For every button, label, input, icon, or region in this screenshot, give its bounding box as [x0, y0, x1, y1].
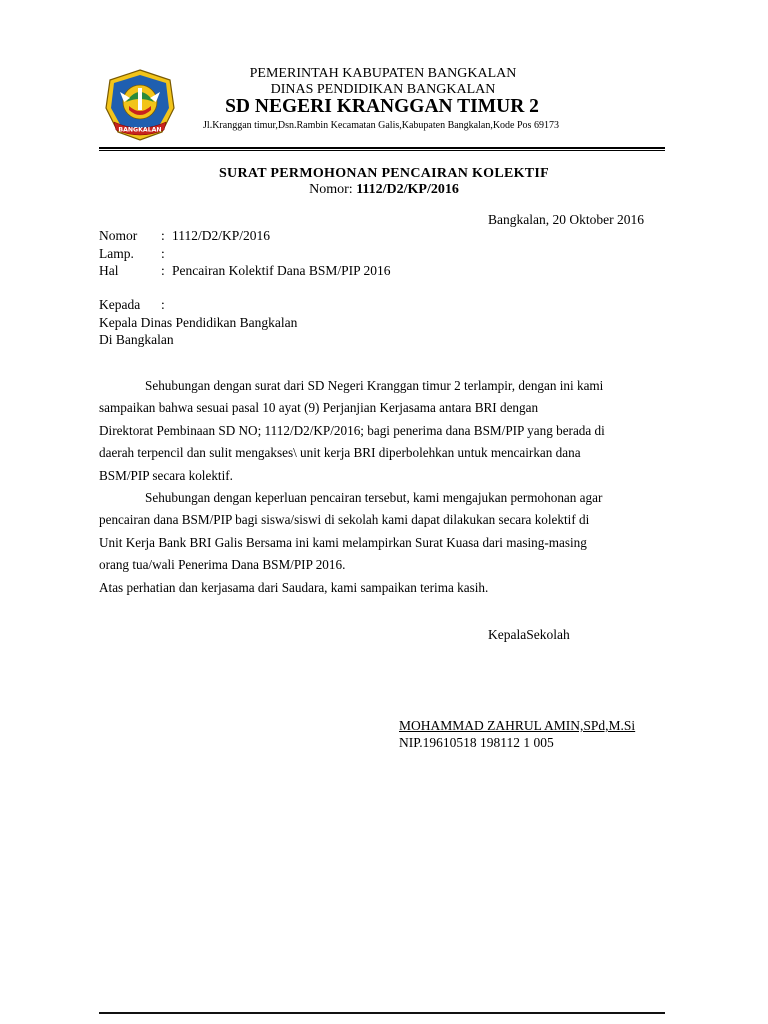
letter-title: SURAT PERMOHONAN PENCAIRAN KOLEKTIF: [218, 166, 550, 181]
paragraph-line: Unit Kerja Bank BRI Galis Bersama ini kami melampirkan Surat Kuasa dari masing-masing: [99, 534, 587, 550]
meta-label-nomor: Nomor: [99, 228, 138, 243]
kop-line-2: DINAS PENDIDIKAN BANGKALAN: [270, 82, 496, 97]
meta-value-nomor: 1112/D2/KP/2016: [172, 228, 271, 243]
kop-line-1: PEMERINTAH KABUPATEN BANGKALAN: [249, 66, 517, 81]
recipient-line-2: Di Bangkalan: [99, 332, 174, 347]
paragraph-line: orang tua/wali Penerima Dana BSM/PIP 2016.: [99, 557, 346, 573]
school-name: SD NEGERI KRANGGAN TIMUR 2: [225, 96, 539, 117]
paragraph-line: pencairan dana BSM/PIP bagi siswa/siswi di sekolah kami dapat dilakukan secara kolektif di: [99, 512, 590, 528]
paragraph-line: BSM/PIP secara kolektif.: [99, 467, 233, 483]
meta-label-hal: Hal: [99, 263, 119, 278]
paragraph-line: Direktorat Pembinaan SD NO; 1112/D2/KP/2016; bagi penerima dana BSM/PIP yang berada di: [99, 422, 605, 438]
body-paragraph-2: [99, 487, 679, 599]
paragraph-line: Sehubungan dengan surat dari SD Negeri Kranggan timur 2 terlampir, dengan ini kami: [145, 378, 604, 393]
meta-value-hal: Pencairan Kolektif Dana BSM/PIP 2016: [172, 263, 391, 278]
letter-number-value: 1112/D2/KP/2016: [356, 182, 459, 197]
place-date: Bangkalan, 20 Oktober 2016: [488, 212, 644, 227]
paragraph-line: daerah terpencil dan sulit mengakses\ unit kerja BRI diperbolehkan untuk mencairkan dana: [99, 445, 581, 461]
recipient-kepada: Kepada: [99, 297, 141, 312]
signature-nip: NIP.19610518 198112 1 005: [399, 735, 554, 750]
meta-label-lamp: Lamp.: [99, 246, 134, 261]
signature-name: MOHAMMAD ZAHRUL AMIN,SPd,M.Si: [399, 718, 636, 733]
letter-number-label: Nomor:: [309, 182, 357, 197]
meta-sep-hal: :: [161, 263, 165, 278]
signature-role: KepalaSekolah: [488, 627, 570, 642]
letterhead-rule-thick: [99, 147, 665, 149]
meta-sep-lamp: :: [161, 246, 165, 261]
body-paragraph-1: [99, 375, 679, 487]
paragraph-line: sampaikan bahwa sesuai pasal 10 ayat (9) Perjanjian Kerjasama antara BRI dengan: [99, 400, 539, 416]
letterhead-rule-thin: [99, 150, 665, 151]
paragraph-line: Sehubungan dengan keperluan pencairan tersebut, kami mengajukan permohonan agar: [145, 490, 603, 505]
recipient-sep: :: [161, 297, 165, 312]
page-bottom-rule: [99, 1012, 665, 1014]
school-address: Jl.Kranggan timur,Dsn.Rambin Kecamatan Galis,Kabupaten Bangkalan,Kode Pos 69173: [203, 120, 559, 131]
closing-line: Atas perhatian dan kerjasama dari Saudara, kami sampaikan terima kasih.: [99, 579, 489, 595]
logo-text: BANGKALAN: [118, 126, 162, 134]
recipient-line-1: Kepala Dinas Pendidikan Bangkalan: [99, 315, 298, 330]
letter-number: [0, 182, 768, 198]
meta-sep-nomor: :: [161, 228, 165, 243]
